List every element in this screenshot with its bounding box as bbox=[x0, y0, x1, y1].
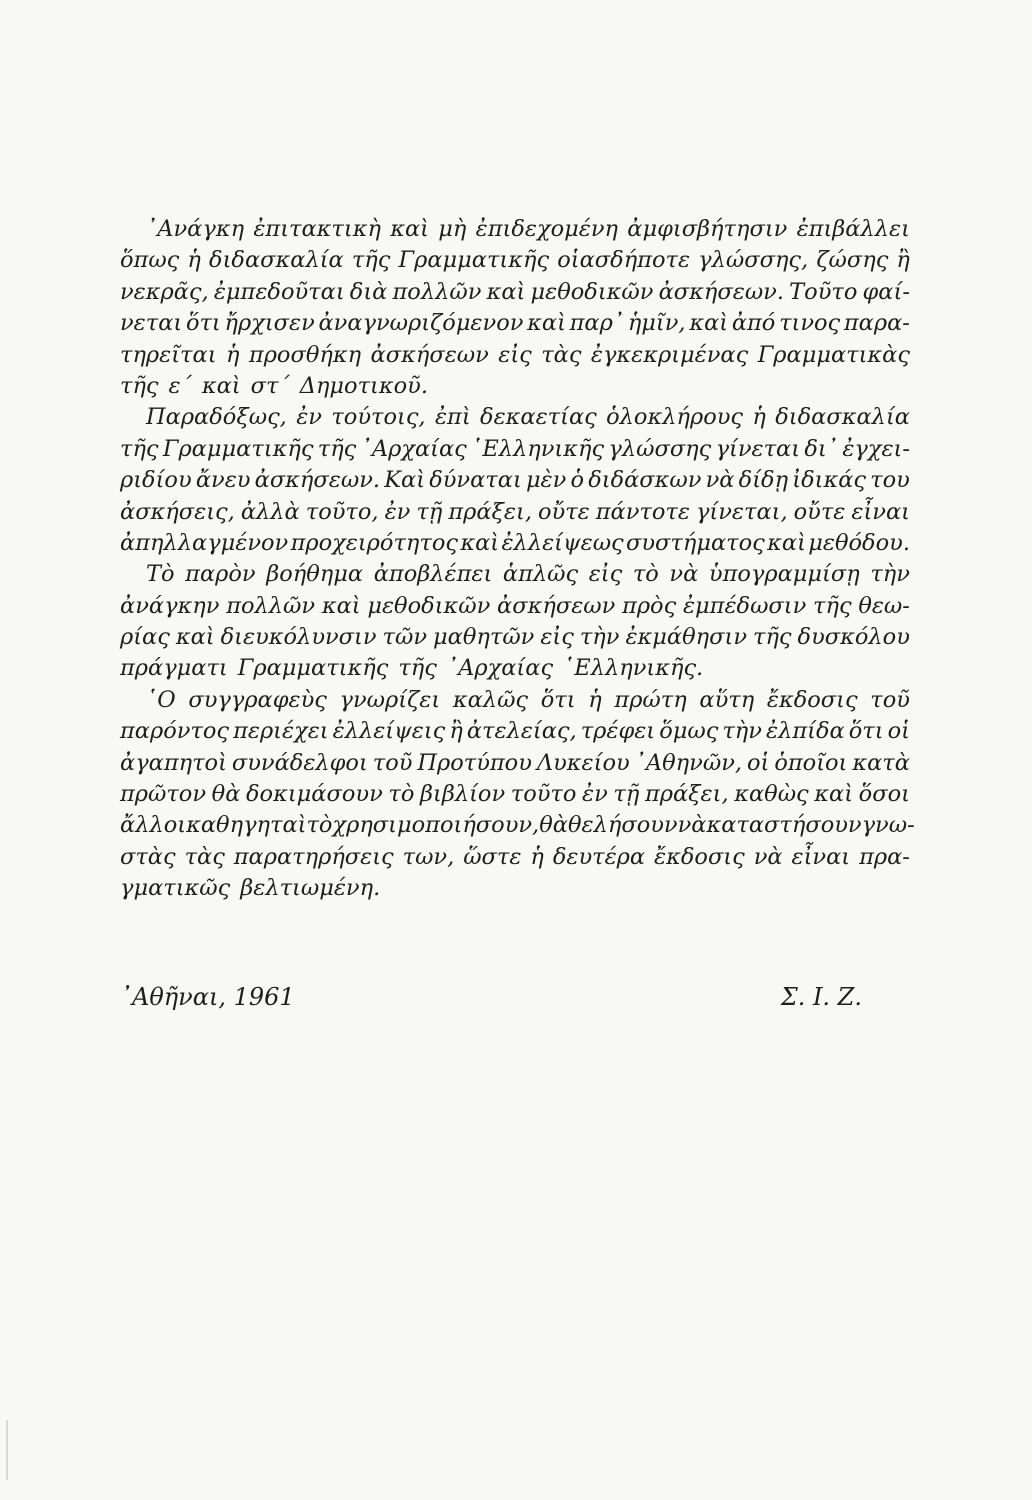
page-edge-mark bbox=[6, 1420, 8, 1480]
text-line: Τὸ παρὸν βοήθημα ἀποβλέπει ἁπλῶς εἰς τὸ νὰ ὑπογραμμίσῃ τὴν bbox=[146, 561, 910, 588]
text-line: τῆς ε΄ καὶ στ΄ Δημοτικοῦ. bbox=[120, 372, 429, 399]
preface-text bbox=[120, 214, 915, 905]
text-line: πράγματι Γραμματικῆς τῆς ᾽Αρχαίας ῾Ελληνικῆς. bbox=[120, 655, 704, 682]
text-line: ῾Ο συγγραφεὺς γνωρίζει καλῶς ὅτι ἡ πρώτη αὕτη ἔκδοσις τοῦ bbox=[146, 686, 910, 713]
text-line: τῆς Γραμματικῆς τῆς ᾽Αρχαίας ῾Ελληνικῆς γλώσσης γίνεται δι᾽ ἐγχει- bbox=[120, 435, 910, 462]
text-line: πρῶτον θὰ δοκιμάσουν τὸ βιβλίον τοῦτο ἐν τῇ πράξει, καθὼς καὶ ὅσοι bbox=[120, 781, 910, 808]
author-initials: Σ. Ι. Ζ. bbox=[780, 983, 862, 1011]
text-line: ἀγαπητοὶ συνάδελφοι τοῦ Προτύπου Λυκείου ᾽Αθηνῶν, οἱ ὁποῖοι κατὰ bbox=[120, 749, 910, 776]
signoff bbox=[120, 983, 862, 1011]
text-line: στὰς τὰς παρατηρήσεις των, ὥστε ἡ δευτέρα ἔκδοσις νὰ εἶναι πρα- bbox=[120, 843, 910, 870]
text-line: νεται ὅτι ἤρχισεν ἀναγνωριζόμενον καὶ παρ᾽ ἡμῖν, καὶ ἀπό τινος παρα- bbox=[120, 310, 910, 337]
text-line: νεκρᾶς, ἐμπεδοῦται διὰ πολλῶν καὶ μεθοδικῶν ἀσκήσεων. Τοῦτο φαί- bbox=[120, 278, 910, 305]
text-line: ἀνάγκην πολλῶν καὶ μεθοδικῶν ἀσκήσεων πρὸς ἐμπέδωσιν τῆς θεω- bbox=[120, 592, 910, 619]
text-line: Παραδόξως, ἐν τούτοις, ἐπὶ δεκαετίας ὁλοκλήρους ἡ διδασκαλία bbox=[146, 404, 910, 431]
text-line: ἀπηλλαγμένον προχειρότητος καὶ ἐλλείψεως συστήματος καὶ μεθόδου. bbox=[120, 529, 910, 556]
text-line: παρόντος περιέχει ἐλλείψεις ἢ ἀτελείας, τρέφει ὅμως τὴν ἐλπίδα ὅτι οἱ bbox=[120, 718, 910, 745]
text-line: ρίας καὶ διευκόλυνσιν τῶν μαθητῶν εἰς τὴν ἐκμάθησιν τῆς δυσκόλου bbox=[120, 624, 910, 651]
text-line: ᾽Ανάγκη ἐπιτακτικὴ καὶ μὴ ἐπιδεχομένη ἀμφισβήτησιν ἐπιβάλλει bbox=[146, 216, 910, 242]
text-line: ριδίου ἄνευ ἀσκήσεων. Καὶ δύναται μὲν ὁ διδάσκων νὰ δίδῃ ἰδικάς του bbox=[120, 467, 910, 494]
text-line: ἄλλοι καθηγηταὶ τὸ χρησιμοποιήσουν, θὰ θελήσουν νὰ καταστήσουν γνω- bbox=[120, 812, 915, 839]
text-line: γματικῶς βελτιωμένη. bbox=[120, 875, 381, 902]
text-line: ἀσκήσεις, ἀλλὰ τοῦτο, ἐν τῇ πράξει, οὔτε πάντοτε γίνεται, οὔτε εἶναι bbox=[120, 498, 910, 525]
text-line: ὅπως ἡ διδασκαλία τῆς Γραμματικῆς οἱασδήποτε γλώσσης, ζώσης ἢ bbox=[120, 247, 910, 274]
text-line: τηρεῖται ἡ προσθήκη ἀσκήσεων εἰς τὰς ἐγκεκριμένας Γραμματικὰς bbox=[120, 341, 910, 368]
place-date: ᾽Αθῆναι, 1961 bbox=[120, 983, 295, 1011]
